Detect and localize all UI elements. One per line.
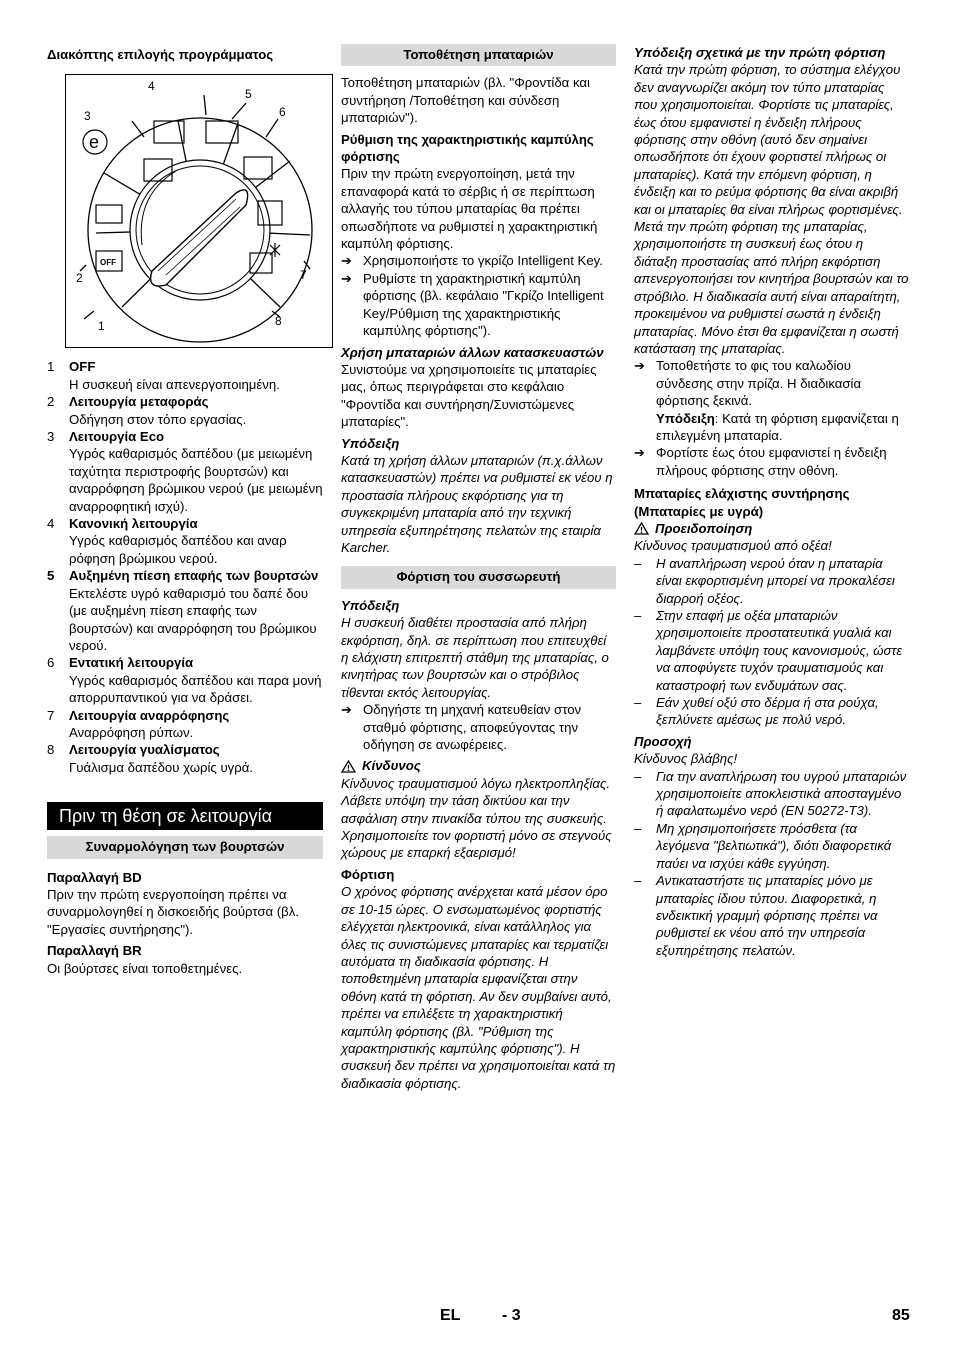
other-batteries-title: Χρήση μπαταριών άλλων κατασκευαστών: [341, 344, 604, 360]
switch-title: Διακόπτης επιλογής προγράμματος: [47, 47, 274, 62]
list-item: 6 Εντατική λειτουργία Υγρός καθαρισμός δαπέδου και παρα μονή απορρυπαντικού για να δράσει.: [47, 655, 322, 706]
arrow-icon: ➔: [634, 445, 645, 461]
footer-subpage: - 3: [502, 1307, 521, 1324]
caution-text: Κίνδυνος βλάβης!: [634, 751, 738, 767]
danger-text: Χρησιμοποιείτε τον φορτιστή μόνο σε στεγνούς χώρους με επαρκή εξαερισμό!: [341, 828, 612, 861]
caution-title: Προσοχή: [634, 733, 692, 749]
list-item: ➔ Χρησιμοποιήστε το γκρίζο Intelligent Key.: [341, 253, 603, 269]
list-item: 8 Λειτουργία γυαλίσματος Γυάλισμα δαπέδου χωρίς υγρά.: [47, 742, 254, 775]
other-batteries-text: Συνιστούμε να χρησιμοποιείτε τις μπαταρίες μας, όπως περιγράφεται στο κεφάλαιο "Φροντίδα και συντήρηση/Συνιστώμενες μπαταρίες".: [341, 361, 597, 430]
callout-2: 2: [76, 271, 83, 286]
maintenance-title: Μπαταρίες ελάχιστης συντήρησης (Μπαταρίες με υγρά): [634, 486, 850, 519]
list-item: – Η αναπλήρωση νερού όταν η μπαταρία είναι εκφορτισμένη μπορεί να προκαλέσει διαρροή οξέος.: [634, 555, 895, 606]
danger-text: Κίνδυνος τραυματισμού λόγω ηλεκτροπληξίας. Λάβετε υπόψη την τάση δικτύου και την ασφάλιση στην πινακίδα τύπου της συσκευής.: [341, 775, 611, 826]
eco-label: e: [89, 132, 100, 153]
arrow-icon: ➔: [341, 270, 352, 286]
warning-text: Κίνδυνος τραυματισμού από οξέα!: [634, 538, 832, 554]
callout-5: 5: [245, 87, 252, 102]
column-3: [634, 44, 910, 959]
note-title: Υπόδειξη: [341, 597, 400, 613]
off-label: OFF: [100, 258, 116, 268]
list-item: – Μη χρησιμοποιήσετε πρόσθετα (τα λεγόμενα "βελτιωτικά"), διότι διαφορετικά παύει να ισχύει κάθε εγγύηση.: [634, 820, 892, 871]
pressure-mode-icon: [206, 121, 238, 143]
program-switch-diagram: [66, 75, 332, 347]
warning-icon: [341, 760, 356, 773]
br-title: Παραλλαγή BR: [47, 943, 142, 959]
charging-text: Ο χρόνος φόρτισης ανέρχεται κατά μέσον όρο σε 10-15 ώρες. Ο ενσωματωμένος φορτιστής ελέγχεται ηλεκτρονικά, είναι κατάλληλος για όλες τις συνιστώμενες μπαταρίες και τερματίζει αυτόματα τη διαδικασία φόρτισης. Η τοποθετημένη μπαταρία εμφανίζεται στην οθόνη κατά τη φόρτιση. Αν δεν συμβαίνει αυτό, πρέπει να επιλέξετε τη χαρακτηριστική καμπύλη φόρτισης (βλ. "Ρύθμιση της χαρακτηριστικής καμπύλης φόρτισης"). Η συσκευή δεν πρέπει να χρησιμοποιείται κατά τη διαδικασία φόρτισης.: [341, 884, 616, 1091]
list-item: ➔ Φορτίστε έως ότου εμφανιστεί η ένδειξη πλήρους φόρτισης στην οθόνη.: [634, 445, 887, 478]
charging-heading: Φόρτιση του συσσωρευτή: [341, 566, 616, 588]
list-item: 7 Λειτουργία αναρρόφησης Αναρρόφηση ρύπων.: [47, 707, 230, 740]
column-1: [47, 44, 323, 977]
footer-language: EL: [440, 1307, 461, 1324]
list-item: – Αντικαταστήστε τις μπαταρίες μόνο με μπαταρίες ίδιου τύπου. Διαφορετικά, η ενδεικτική γραμμή φόρτισης πρέπει να ρυθμιστεί εκ νέου από την υπηρεσία εξυπηρέτησης πελατών.: [634, 873, 878, 958]
arrow-icon: ➔: [341, 253, 352, 269]
warning-icon: [634, 522, 649, 535]
callout-1: 1: [98, 319, 105, 334]
section-heading: Πριν τη θέση σε λειτουργία: [47, 802, 323, 830]
warning-heading: Προειδοποίηση: [634, 520, 910, 537]
first-charge-title: Υπόδειξη σχετικά με την πρώτη φόρτιση: [634, 45, 886, 60]
callout-7: 7: [300, 268, 307, 283]
page-number: 85: [892, 1307, 910, 1324]
list-item: 3 Λειτουργία Eco Υγρός καθαρισμός δαπέδου (με μειωμένη ταχύτητα περιστροφής βουρτσών) και αναρρόφηση βρώμικου νερού (με μειωμένη αναρροφητική ισχύ).: [47, 429, 323, 514]
list-item: ➔ Ρυθμίστε τη χαρακτηριστική καμπύλη φόρτισης (βλ. κεφάλαιο "Γκρίζο Intelligent Key/Ρύθμιση της χαρακτηριστικής καμπύλης φόρτισης").: [341, 270, 604, 339]
list-item: 2 Λειτουργία μεταφοράς Οδήγηση στον τόπο εργασίας.: [47, 394, 247, 427]
program-switch-figure: [65, 74, 333, 348]
note-text: Η συσκευή διαθέτει προστασία από πλήρη εκφόρτιση, δηλ. σε περίπτωση που επιτευχθεί η ελάχιστη επιτρεπτή στάθμη της μπαταρίας, ο κινητήρας των βουρτσών και ο στρόβιλος τίθενται εκτός λειτουργίας.: [341, 615, 609, 700]
battery-install-heading: Τοποθέτηση μπαταριών: [341, 44, 616, 66]
battery-install-text: Τοποθέτηση μπαταριών (βλ. "Φροντίδα και συντήρηση /Τοποθέτηση και σύνδεση μπαταριών").: [341, 75, 590, 126]
intensive-mode-icon: [244, 157, 272, 179]
list-item: – Για την αναπλήρωση του υγρού μπαταριών χρησιμοποιείτε αποκλειστικά αποσταγμένο ή αφαλατωμένο νερό (EN 50272-T3).: [634, 768, 907, 819]
br-text: Οι βούρτσες είναι τοποθετημένες.: [47, 960, 243, 976]
note-title: Υπόδειξη: [341, 435, 400, 451]
callout-6: 6: [279, 105, 286, 120]
bd-text: Πριν την πρώτη ενεργοποίηση πρέπει να συναρμολογηθεί η δισκοειδής βούρτσα (βλ. "Εργασίες συντήρησης").: [47, 886, 300, 937]
normal-mode-icon: [154, 121, 184, 143]
callout-4: 4: [148, 79, 155, 94]
column-2: [341, 44, 616, 1092]
callout-8: 8: [275, 314, 282, 329]
callout-3: 3: [84, 109, 91, 124]
list-item: 1 OFF Η συσκευή είναι απενεργοποιημένη.: [47, 359, 280, 392]
arrow-icon: ➔: [341, 702, 352, 718]
arrow-icon: ➔: [634, 358, 645, 374]
first-charge-text: Κατά την πρώτη φόρτιση, το σύστημα ελέγχου δεν αναγνωρίζει ακόμη τον τύπο μπαταρίας που χρησιμοποιείται. Φορτίστε τις μπαταρίες, έως ότου εμφανιστεί η ένδειξη πλήρους φόρτισης στην οθόνη (αυτό δεν σημαίνει οπωσδήποτε ότι έχουν φορτιστεί πλήρως οι μπαταρίες). Κατά την επόμενη φόρτιση, η ένδειξη και το ρεύμα φόρτισης θα είναι ακριβή και οι μπαταρίες θα είναι πλήρως φορτισμένες. Μετά την πρώτη φόρτιση της μπαταρίας, χρησιμοποιήστε τη συσκευή έως ότου η διάταξη προστασίας από πλήρη εκφόρτιση απενεργοποιήσει τον κινητήρα βουρτσών και το στρόβιλο. Η διαδικασία αυτή είναι απαραίτητη, προκειμένου να ρυθμιστεί σωστά η ένδειξη μπαταρίας. Μόνο έτσι θα εμφανίζεται η σωστή κατάσταση της μπαταρίας.: [634, 62, 909, 356]
danger-heading: Κίνδυνος: [341, 757, 616, 774]
list-item: ➔ Οδηγήστε τη μηχανή κατευθείαν στον σταθμό φόρτισης, αποφεύγοντας την οδήγηση σε ανωφέρειες.: [341, 702, 582, 753]
list-item: – Εάν χυθεί οξύ στο δέρμα ή στα ρούχα, ξεπλύνετε αμέσως με πολύ νερό.: [634, 695, 879, 728]
bd-title: Παραλλαγή BD: [47, 869, 142, 885]
mode-list: [47, 358, 323, 776]
curve-title: Ρύθμιση της χαρακτηριστικής καμπύλης φόρτισης: [341, 131, 594, 165]
list-item: 5 Αυξημένη πίεση επαφής των βουρτσών Εκτελέστε υγρό καθαρισμό του δαπέ δου (με αυξημένη πίεση επαφής των βουρτσών) και αναρρόφηση του βρώμικου νερού.: [47, 568, 319, 653]
transport-mode-icon: [96, 205, 122, 223]
list-item: – Στην επαφή με οξέα μπαταριών χρησιμοποιείτε προστατευτικά γυαλιά και λαμβάνετε υπόψη τους κανονισμούς, ώστε να αποφύγετε τυχόν τραυματισμούς και καταστροφή των ενδυμάτων σας.: [634, 608, 903, 693]
note-text: Κατά τη χρήση άλλων μπαταριών (π.χ.άλλων κατασκευαστών) πρέπει να ρυθμιστεί εκ νέου η προστασία πλήρους εκφόρτισης για τη συγκεκριμένη μπαταρία από την τεχνική υπηρεσία εξυπηρέτησης πελατών της εταιρία Karcher.: [341, 452, 613, 555]
curve-text: Πριν την πρώτη ενεργοποίηση, μετά την επαναφορά κατά το σέρβις ή σε περίπτωση αλλαγής του τύπου μπαταρίας θα πρέπει οπωσδήποτε να ρυθμιστεί η χαρακτηριστική καμπύλη φόρτισης.: [341, 166, 598, 252]
list-item: 4 Κανονική λειτουργία Υγρός καθαρισμός δαπέδου και αναρ ρόφηση βρώμικου νερού.: [47, 516, 287, 566]
brush-assembly-heading: Συναρμολόγηση των βουρτσών: [47, 836, 323, 858]
charging-title: Φόρτιση: [341, 866, 395, 882]
list-item: ➔ Τοποθετήστε το φις του καλωδίου σύνδεσης στην πρίζα. Η διαδικασία φόρτισης ξεκινά. Υπόδειξη: Κατά τη φόρτιση εμφανίζεται η επιλεγμένη μπαταρία.: [634, 358, 899, 443]
